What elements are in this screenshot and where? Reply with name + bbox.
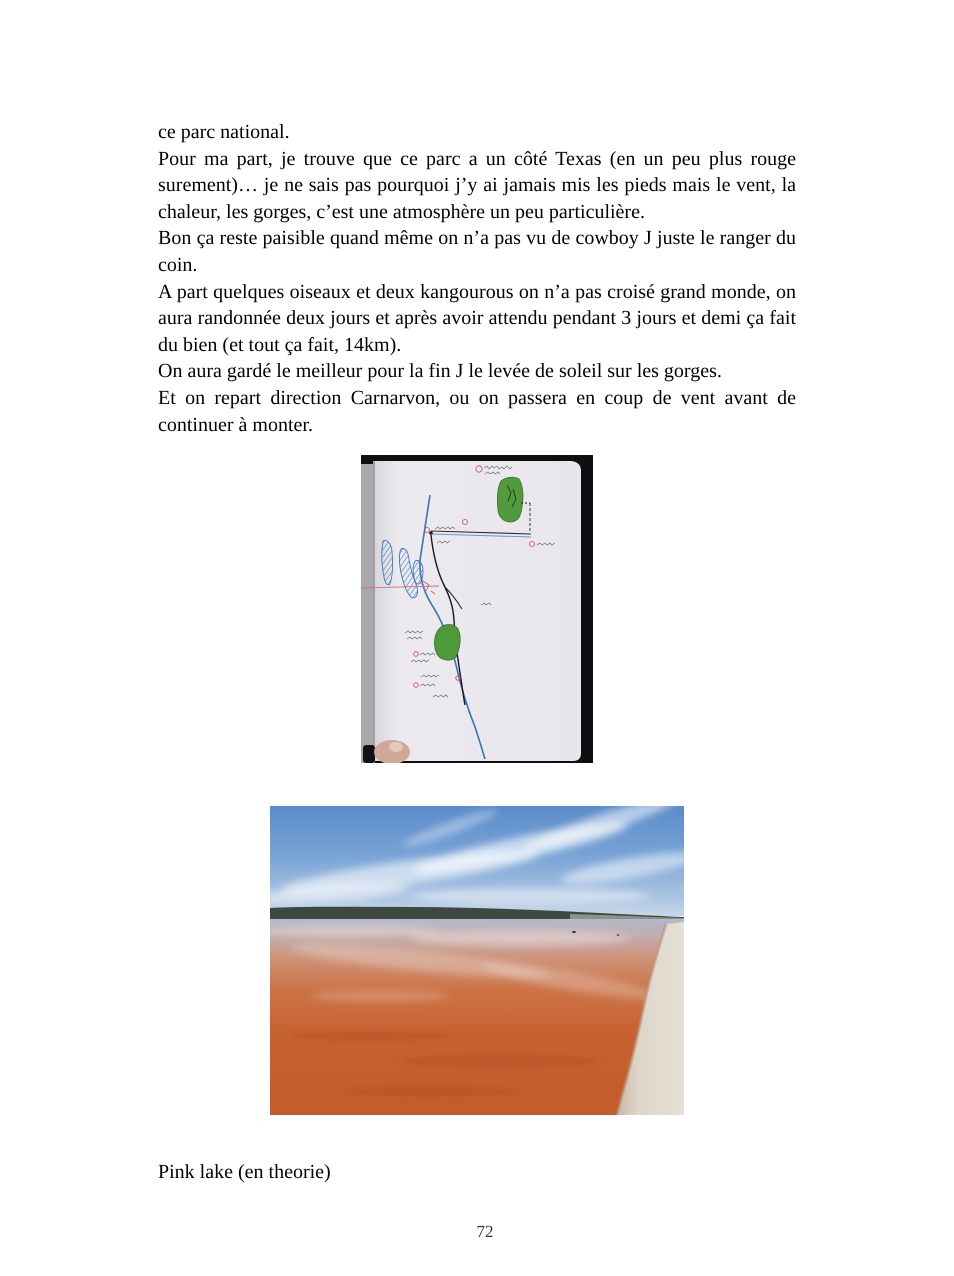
hatched-area-3 bbox=[413, 560, 423, 584]
cloud-reflection bbox=[310, 990, 450, 1002]
paragraph-4 bbox=[158, 279, 796, 359]
page-number: 72 bbox=[476, 1222, 494, 1241]
green-area-bottom bbox=[435, 625, 461, 661]
cloud-reflection bbox=[410, 930, 630, 946]
text-line: continuer à monter. bbox=[158, 413, 313, 436]
bird bbox=[617, 934, 620, 936]
paragraph-1 bbox=[158, 119, 796, 146]
water-streak bbox=[290, 1031, 450, 1041]
notebook-page bbox=[373, 461, 581, 761]
text-line: ce parc national. bbox=[158, 121, 290, 143]
text-line: coin. bbox=[158, 253, 198, 276]
text-line: chaleur, les gorges, c’est une atmosphère un peu particulière. bbox=[158, 200, 645, 223]
paragraph-5 bbox=[158, 358, 796, 385]
pink-lake-photo bbox=[270, 806, 684, 1115]
text-line: On aura gardé le meilleur pour la fin J le levée de soleil sur les gorges. bbox=[158, 360, 722, 383]
notebook-page-edges bbox=[361, 464, 375, 763]
pen-object bbox=[363, 745, 375, 763]
green-area-top bbox=[497, 477, 523, 522]
thumb-nail bbox=[389, 742, 403, 752]
text-line: Bon ça reste paisible quand même on n’a pas vu de cowboy J juste le ranger du bbox=[158, 227, 796, 250]
text-line: Pour ma part, je trouve que ce parc a un côté Texas (en un peu plus rouge bbox=[158, 147, 796, 170]
text-line: A part quelques oiseaux et deux kangourous on n’a pas croisé grand monde, on bbox=[158, 280, 796, 303]
paragraph-6 bbox=[158, 385, 796, 438]
text-line: surement)… je ne sais pas pourquoi j’y ai jamais mis les pieds mais le vent, la bbox=[158, 174, 796, 197]
text-line: Et on repart direction Carnarvon, ou on passera en coup de vent avant de bbox=[158, 386, 796, 409]
water-streak bbox=[340, 1086, 520, 1096]
water-streak bbox=[400, 1055, 600, 1067]
body-text bbox=[158, 119, 796, 438]
bird bbox=[572, 931, 576, 933]
text-line: du bien (et tout ça fait, 14km). bbox=[158, 333, 402, 356]
paragraph-2 bbox=[158, 146, 796, 226]
notebook-map-photo bbox=[361, 455, 593, 763]
cloud bbox=[410, 888, 650, 904]
text-line: aura randonnée deux jours et après avoir attendu pendant 3 jours et demi ça fait bbox=[158, 307, 796, 330]
figure-caption: Pink lake (en theorie) bbox=[158, 1161, 331, 1183]
paragraph-3 bbox=[158, 225, 796, 278]
junction-dot bbox=[429, 531, 433, 535]
